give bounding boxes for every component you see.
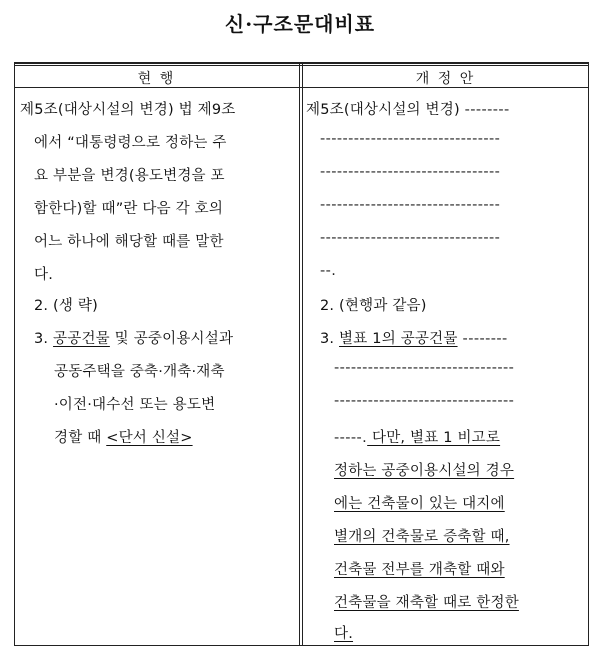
underlined-term: 별표 1의 공공건물: [339, 331, 458, 347]
omission-dashes: --------------------------------: [320, 164, 501, 180]
amended-text: 다.: [334, 626, 354, 642]
omission-dashes: --------: [464, 102, 510, 118]
current-line: 에서 “대통령령으로 정하는 주: [34, 135, 227, 151]
table-left-border: [14, 62, 15, 646]
header-current: 현 행: [137, 71, 176, 87]
omission-dashes: --------------------------------: [320, 131, 501, 147]
comparison-table: [14, 62, 589, 646]
header-revised: 개 정 안: [415, 71, 476, 87]
current-line: 요 부분을 변경(용도변경을 포: [34, 168, 225, 184]
amended-text: 에는 건축물이 있는 대지에: [334, 496, 505, 512]
underlined-term: 공공건물: [53, 331, 110, 347]
page-title: 신·구조문대비표: [224, 12, 376, 36]
omission-dashes: --------------------------------: [334, 393, 515, 409]
line-text: 제5조(대상시설의 변경): [306, 102, 465, 118]
current-line: 어느 하나에 해당할 때를 말한: [34, 234, 224, 250]
current-line: 제5조(대상시설의 변경) 법 제9조: [20, 102, 236, 118]
column-divider: [299, 62, 300, 646]
amended-text: 건축물 전부를 개축할 때와: [334, 562, 505, 578]
revised-line: [320, 327, 508, 348]
revised-line: 2. (현행과 같음): [320, 298, 427, 314]
omission-dashes: --------------------------------: [320, 230, 501, 246]
item-number: 3.: [320, 331, 340, 347]
revised-line: [334, 426, 500, 447]
current-line: 2. (생 략): [34, 298, 98, 314]
current-line: 함한다)할 때”란 다음 각 호의: [34, 201, 224, 217]
current-line: 공동주택을 중축·개축·재축: [54, 364, 225, 380]
amended-text: 정하는 공중이용시설의 경우: [334, 463, 515, 479]
omission-dashes: --------: [457, 331, 508, 347]
line-text: 경할 때: [54, 430, 107, 446]
column-divider-inner: [302, 62, 303, 646]
current-line: ·이전·대수선 또는 용도변: [54, 397, 216, 413]
omission-dashes: --.: [320, 263, 337, 279]
omission-dashes: --------------------------------: [334, 360, 515, 376]
amended-text: 별개의 건축물로 증축할 때,: [334, 529, 510, 545]
line-text: 및 공중이용시설과: [109, 331, 234, 347]
current-line: 다.: [34, 267, 54, 283]
current-line: [54, 426, 193, 447]
omission-dashes: --------------------------------: [320, 197, 501, 213]
item-number: 3.: [34, 331, 54, 347]
revised-line: [306, 98, 510, 119]
amended-text: 건축물을 재축할 때로 한정한: [334, 595, 519, 611]
amended-text: 다만, 별표 1 비고로: [367, 430, 501, 446]
table-right-border: [588, 62, 589, 646]
omission-dashes: -----.: [334, 430, 368, 446]
proviso-new-marker: <단서 신설>: [106, 430, 193, 446]
current-line: [34, 327, 233, 348]
